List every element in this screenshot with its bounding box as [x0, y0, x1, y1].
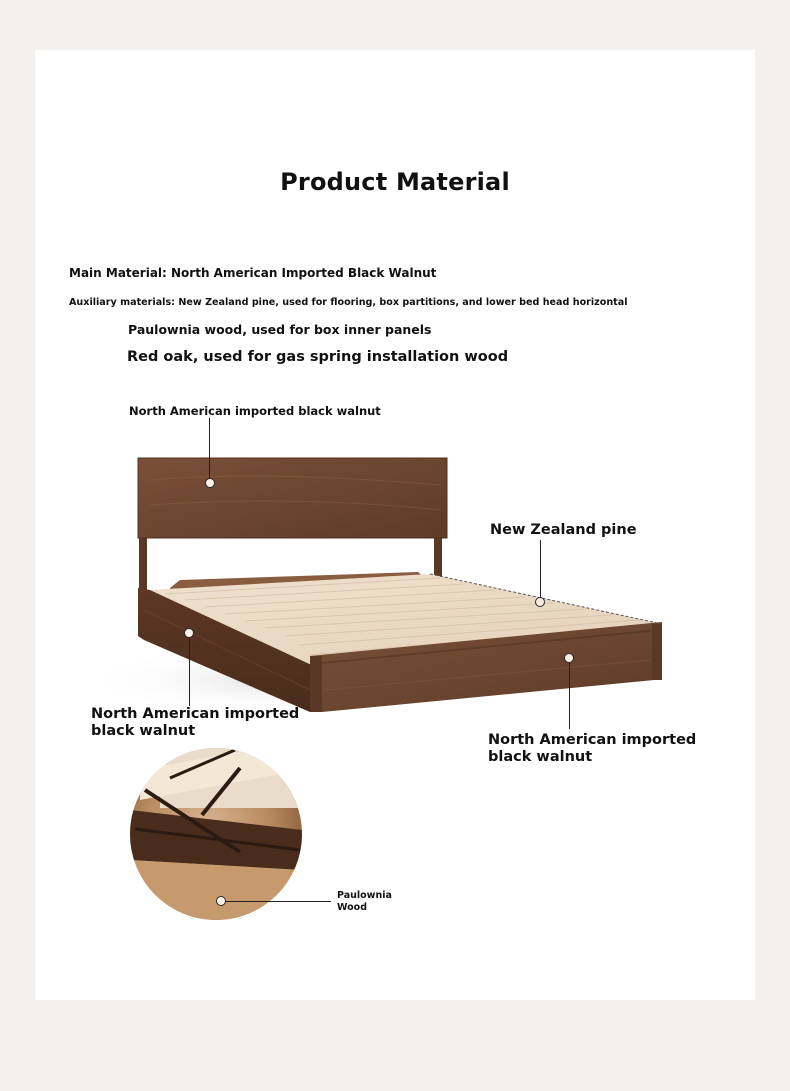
callout-slats-line [540, 540, 541, 597]
callout-slats-label: New Zealand pine [490, 522, 637, 538]
callout-inner-panel-label [337, 890, 392, 914]
callout-side-rail-label-line2: black walnut [91, 723, 196, 739]
callout-inner-panel-line [226, 901, 331, 902]
paulownia-material-text: Paulownia wood, used for box inner panels [128, 322, 432, 337]
callout-inner-panel-label-line2: Wood [337, 902, 367, 913]
red-oak-material-text: Red oak, used for gas spring installation wood [127, 349, 509, 365]
page-title: Product Material [280, 168, 510, 196]
callout-slats-dot [535, 597, 545, 607]
auxiliary-material-text: Auxiliary materials: New Zealand pine, used for flooring, box partitions, and lower bed head horizontal [69, 297, 628, 308]
callout-inner-panel-dot [216, 896, 226, 906]
callout-foot-rail-label-line2: black walnut [488, 749, 593, 765]
callout-headboard-dot [205, 478, 215, 488]
callout-inner-panel-label-line1: Paulownia [337, 890, 392, 901]
callout-headboard-label: North American imported black walnut [129, 404, 381, 418]
callout-side-rail-label-line1: North American imported [91, 706, 300, 722]
callout-side-rail-line [189, 638, 190, 706]
main-material-text: Main Material: North American Imported Black Walnut [69, 266, 437, 280]
callout-side-rail-dot [184, 628, 194, 638]
callout-headboard-line [209, 418, 210, 478]
callout-foot-rail-line [569, 663, 570, 729]
callout-foot-rail-label-line1: North American imported [488, 732, 697, 748]
callout-foot-rail-label [488, 732, 696, 766]
callout-side-rail-label [91, 706, 299, 740]
callout-foot-rail-dot [564, 653, 574, 663]
